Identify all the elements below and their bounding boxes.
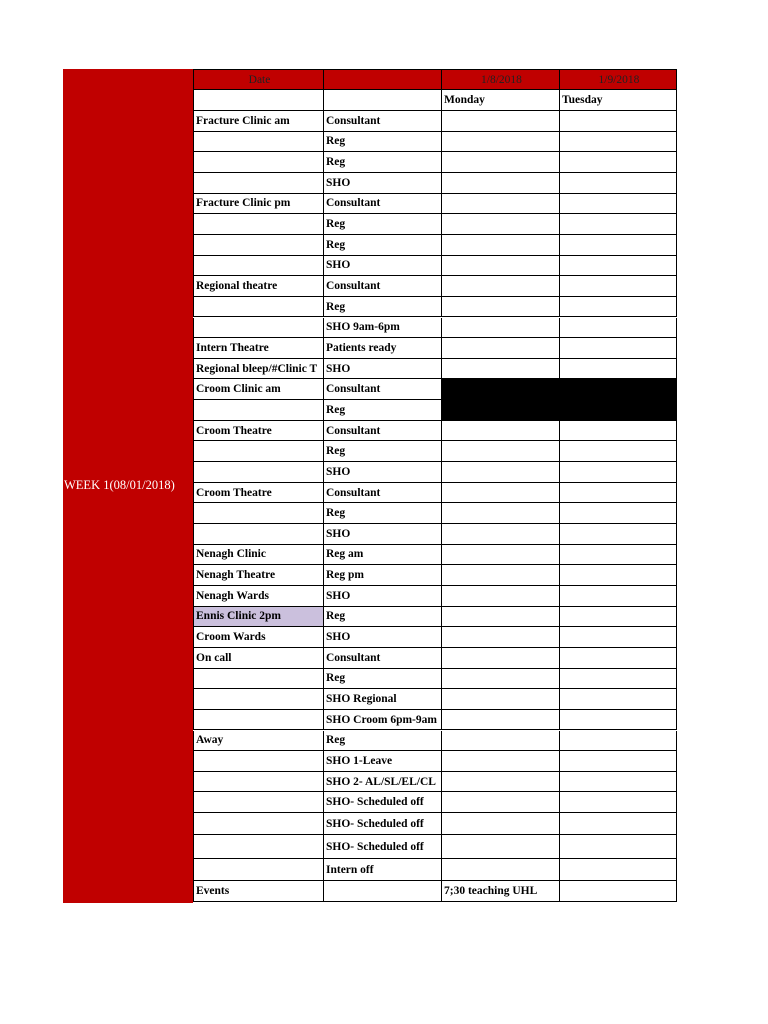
row-tuesday-cell[interactable] bbox=[560, 881, 677, 902]
row-monday-cell[interactable] bbox=[442, 152, 560, 173]
row-label-cell[interactable]: Events bbox=[193, 881, 324, 902]
row-label-cell[interactable] bbox=[193, 503, 324, 524]
row-label-cell[interactable] bbox=[193, 400, 324, 421]
row-label-cell[interactable]: Fracture Clinic am bbox=[193, 111, 324, 132]
row-label-cell[interactable] bbox=[193, 792, 324, 813]
row-role-cell[interactable]: Reg bbox=[324, 297, 442, 318]
row-monday-cell[interactable] bbox=[442, 792, 560, 813]
row-role-cell[interactable]: Reg bbox=[324, 669, 442, 690]
row-label-cell[interactable] bbox=[193, 132, 324, 153]
row-label-cell[interactable] bbox=[193, 689, 324, 710]
table-row bbox=[193, 835, 677, 859]
row-tuesday-cell[interactable] bbox=[560, 462, 677, 483]
row-label-cell[interactable] bbox=[193, 214, 324, 235]
row-monday-cell[interactable] bbox=[442, 132, 560, 153]
table-row bbox=[193, 132, 677, 153]
row-tuesday-cell[interactable] bbox=[560, 152, 677, 173]
row-monday-cell[interactable] bbox=[442, 731, 560, 752]
row-label-cell[interactable]: On call bbox=[193, 648, 324, 669]
row-tuesday-cell[interactable] bbox=[560, 545, 677, 566]
row-monday-cell[interactable] bbox=[442, 400, 560, 421]
row-tuesday-cell[interactable] bbox=[560, 565, 677, 586]
row-monday-cell[interactable] bbox=[442, 751, 560, 772]
row-label-cell[interactable]: Away bbox=[193, 731, 324, 752]
row-label-cell[interactable]: Intern Theatre bbox=[193, 338, 324, 359]
day-monday[interactable]: Monday bbox=[442, 90, 560, 111]
row-role-cell[interactable]: Reg bbox=[324, 132, 442, 153]
row-tuesday-cell[interactable] bbox=[560, 297, 677, 318]
row-monday-cell[interactable] bbox=[442, 441, 560, 462]
row-tuesday-cell[interactable] bbox=[560, 359, 677, 380]
table-row bbox=[193, 256, 677, 277]
table-row bbox=[193, 297, 677, 318]
row-label-cell[interactable] bbox=[193, 152, 324, 173]
row-tuesday-cell[interactable] bbox=[560, 256, 677, 277]
row-role-cell[interactable]: SHO- Scheduled off bbox=[324, 813, 442, 835]
row-monday-cell[interactable] bbox=[442, 214, 560, 235]
row-label-cell[interactable]: Regional theatre bbox=[193, 276, 324, 297]
row-role-cell[interactable]: Reg am bbox=[324, 545, 442, 566]
row-role-cell[interactable]: Consultant bbox=[324, 379, 442, 400]
row-role-cell[interactable]: Consultant bbox=[324, 276, 442, 297]
table-row bbox=[193, 859, 677, 881]
table-row bbox=[193, 152, 677, 173]
row-label-cell[interactable] bbox=[193, 256, 324, 277]
row-label-cell[interactable]: Ennis Clinic 2pm bbox=[193, 607, 324, 628]
row-monday-cell[interactable] bbox=[442, 859, 560, 881]
row-tuesday-cell[interactable] bbox=[560, 173, 677, 194]
row-monday-cell[interactable] bbox=[442, 235, 560, 256]
row-label-cell[interactable]: Nenagh Theatre bbox=[193, 565, 324, 586]
row-tuesday-cell[interactable] bbox=[560, 859, 677, 881]
row-monday-cell[interactable] bbox=[442, 627, 560, 648]
row-monday-cell[interactable] bbox=[442, 607, 560, 628]
table-row bbox=[193, 751, 677, 772]
row-role-cell[interactable]: Reg bbox=[324, 400, 442, 421]
row-tuesday-cell[interactable] bbox=[560, 379, 677, 400]
table-row bbox=[193, 379, 677, 400]
row-monday-cell[interactable] bbox=[442, 565, 560, 586]
row-role-cell[interactable]: Consultant bbox=[324, 111, 442, 132]
row-role-cell[interactable]: SHO 1-Leave bbox=[324, 751, 442, 772]
day-label-cell[interactable] bbox=[193, 90, 324, 111]
row-tuesday-cell[interactable] bbox=[560, 441, 677, 462]
row-monday-cell[interactable]: 7;30 teaching UHL bbox=[442, 881, 560, 902]
row-label-cell[interactable]: Fracture Clinic pm bbox=[193, 194, 324, 215]
row-role-cell[interactable]: Consultant bbox=[324, 421, 442, 442]
row-label-cell[interactable] bbox=[193, 813, 324, 835]
row-label-cell[interactable] bbox=[193, 835, 324, 859]
table-row bbox=[193, 565, 677, 586]
row-label-cell[interactable] bbox=[193, 318, 324, 339]
row-role-cell[interactable]: Consultant bbox=[324, 194, 442, 215]
row-monday-cell[interactable] bbox=[442, 173, 560, 194]
row-tuesday-cell[interactable] bbox=[560, 132, 677, 153]
row-label-cell[interactable] bbox=[193, 751, 324, 772]
table-row bbox=[193, 214, 677, 235]
day-role-cell[interactable] bbox=[324, 90, 442, 111]
table-row bbox=[193, 421, 677, 442]
row-monday-cell[interactable] bbox=[442, 813, 560, 835]
table-row bbox=[193, 483, 677, 504]
row-role-cell[interactable]: SHO Regional bbox=[324, 689, 442, 710]
row-label-cell[interactable] bbox=[193, 235, 324, 256]
row-monday-cell[interactable] bbox=[442, 648, 560, 669]
day-row bbox=[193, 90, 677, 111]
table-row bbox=[193, 731, 677, 752]
row-label-cell[interactable] bbox=[193, 859, 324, 881]
row-tuesday-cell[interactable] bbox=[560, 338, 677, 359]
table-row bbox=[193, 318, 677, 339]
row-monday-cell[interactable] bbox=[442, 276, 560, 297]
row-label-cell[interactable]: Croom Theatre bbox=[193, 421, 324, 442]
row-tuesday-cell[interactable] bbox=[560, 235, 677, 256]
header-date-col1[interactable]: 1/8/2018 bbox=[442, 69, 560, 90]
row-monday-cell[interactable] bbox=[442, 297, 560, 318]
row-tuesday-cell[interactable] bbox=[560, 751, 677, 772]
table-row bbox=[193, 627, 677, 648]
row-label-cell[interactable] bbox=[193, 524, 324, 545]
row-label-cell[interactable]: Nenagh Wards bbox=[193, 586, 324, 607]
row-monday-cell[interactable] bbox=[442, 421, 560, 442]
row-label-cell[interactable]: Croom Clinic am bbox=[193, 379, 324, 400]
row-role-cell[interactable]: Reg bbox=[324, 731, 442, 752]
table-row bbox=[193, 462, 677, 483]
row-tuesday-cell[interactable] bbox=[560, 627, 677, 648]
row-role-cell[interactable]: SHO bbox=[324, 586, 442, 607]
row-role-cell[interactable]: Patients ready bbox=[324, 338, 442, 359]
row-label-cell[interactable] bbox=[193, 669, 324, 690]
row-monday-cell[interactable] bbox=[442, 835, 560, 859]
table-row bbox=[193, 400, 677, 421]
row-tuesday-cell[interactable] bbox=[560, 835, 677, 859]
table-row bbox=[193, 545, 677, 566]
table-row bbox=[193, 359, 677, 380]
rota-sheet bbox=[63, 69, 677, 903]
row-role-cell[interactable]: SHO- Scheduled off bbox=[324, 835, 442, 859]
row-label-cell[interactable]: Croom Wards bbox=[193, 627, 324, 648]
row-tuesday-cell[interactable] bbox=[560, 586, 677, 607]
row-tuesday-cell[interactable] bbox=[560, 607, 677, 628]
row-tuesday-cell[interactable] bbox=[560, 111, 677, 132]
row-monday-cell[interactable] bbox=[442, 338, 560, 359]
row-label-cell[interactable] bbox=[193, 173, 324, 194]
row-monday-cell[interactable] bbox=[442, 379, 560, 400]
row-label-cell[interactable]: Nenagh Clinic bbox=[193, 545, 324, 566]
header-role[interactable] bbox=[324, 69, 442, 90]
row-monday-cell[interactable] bbox=[442, 462, 560, 483]
row-role-cell[interactable]: SHO bbox=[324, 462, 442, 483]
table-row bbox=[193, 173, 677, 194]
table-row bbox=[193, 338, 677, 359]
row-role-cell[interactable]: Consultant bbox=[324, 648, 442, 669]
row-role-cell[interactable] bbox=[324, 881, 442, 902]
table-row bbox=[193, 503, 677, 524]
table-row bbox=[193, 441, 677, 462]
row-tuesday-cell[interactable] bbox=[560, 710, 677, 731]
row-role-cell[interactable]: Intern off bbox=[324, 859, 442, 881]
row-tuesday-cell[interactable] bbox=[560, 421, 677, 442]
row-label-cell[interactable] bbox=[193, 772, 324, 793]
row-tuesday-cell[interactable] bbox=[560, 524, 677, 545]
row-tuesday-cell[interactable] bbox=[560, 648, 677, 669]
row-monday-cell[interactable] bbox=[442, 524, 560, 545]
row-tuesday-cell[interactable] bbox=[560, 318, 677, 339]
header-date[interactable]: Date bbox=[193, 69, 324, 90]
table-row bbox=[193, 648, 677, 669]
row-role-cell[interactable]: SHO bbox=[324, 359, 442, 380]
row-label-cell[interactable] bbox=[193, 297, 324, 318]
table-row bbox=[193, 194, 677, 215]
header-date-col2[interactable]: 1/9/2018 bbox=[560, 69, 677, 90]
table-row bbox=[193, 710, 677, 731]
row-label-cell[interactable] bbox=[193, 441, 324, 462]
row-role-cell[interactable]: Reg bbox=[324, 152, 442, 173]
table-row bbox=[193, 235, 677, 256]
day-tuesday[interactable]: Tuesday bbox=[560, 90, 677, 111]
row-role-cell[interactable]: Reg pm bbox=[324, 565, 442, 586]
row-tuesday-cell[interactable] bbox=[560, 483, 677, 504]
row-monday-cell[interactable] bbox=[442, 359, 560, 380]
row-tuesday-cell[interactable] bbox=[560, 214, 677, 235]
row-monday-cell[interactable] bbox=[442, 586, 560, 607]
row-role-cell[interactable]: Reg bbox=[324, 441, 442, 462]
week-column bbox=[63, 69, 193, 903]
rota-grid bbox=[193, 69, 677, 903]
row-label-cell[interactable]: Croom Theatre bbox=[193, 483, 324, 504]
week-label: WEEK 1(08/01/2018) bbox=[64, 478, 175, 492]
row-tuesday-cell[interactable] bbox=[560, 792, 677, 813]
row-tuesday-cell[interactable] bbox=[560, 689, 677, 710]
table-row bbox=[193, 586, 677, 607]
row-role-cell[interactable]: Reg bbox=[324, 503, 442, 524]
row-monday-cell[interactable] bbox=[442, 256, 560, 277]
header-row bbox=[193, 69, 677, 90]
table-row bbox=[193, 689, 677, 710]
row-label-cell[interactable] bbox=[193, 710, 324, 731]
row-monday-cell[interactable] bbox=[442, 710, 560, 731]
row-tuesday-cell[interactable] bbox=[560, 669, 677, 690]
row-monday-cell[interactable] bbox=[442, 669, 560, 690]
table-row bbox=[193, 792, 677, 813]
table-row bbox=[193, 111, 677, 132]
row-role-cell[interactable]: Reg bbox=[324, 235, 442, 256]
table-row bbox=[193, 813, 677, 835]
row-role-cell[interactable]: Reg bbox=[324, 607, 442, 628]
row-tuesday-cell[interactable] bbox=[560, 731, 677, 752]
row-label-cell[interactable] bbox=[193, 462, 324, 483]
row-role-cell[interactable]: SHO bbox=[324, 524, 442, 545]
row-label-cell[interactable]: Regional bleep/#Clinic T bbox=[193, 359, 324, 380]
row-role-cell[interactable]: SHO 9am-6pm bbox=[324, 318, 442, 339]
row-tuesday-cell[interactable] bbox=[560, 400, 677, 421]
row-role-cell[interactable]: SHO- Scheduled off bbox=[324, 792, 442, 813]
row-monday-cell[interactable] bbox=[442, 483, 560, 504]
row-role-cell[interactable]: Consultant bbox=[324, 483, 442, 504]
row-monday-cell[interactable] bbox=[442, 772, 560, 793]
row-tuesday-cell[interactable] bbox=[560, 813, 677, 835]
table-row bbox=[193, 881, 677, 902]
row-tuesday-cell[interactable] bbox=[560, 503, 677, 524]
table-row bbox=[193, 669, 677, 690]
row-role-cell[interactable]: SHO bbox=[324, 256, 442, 277]
row-monday-cell[interactable] bbox=[442, 545, 560, 566]
row-tuesday-cell[interactable] bbox=[560, 772, 677, 793]
row-monday-cell[interactable] bbox=[442, 503, 560, 524]
row-monday-cell[interactable] bbox=[442, 194, 560, 215]
row-tuesday-cell[interactable] bbox=[560, 276, 677, 297]
row-role-cell[interactable]: Reg bbox=[324, 214, 442, 235]
table-row bbox=[193, 607, 677, 628]
row-role-cell[interactable]: SHO bbox=[324, 627, 442, 648]
row-role-cell[interactable]: SHO bbox=[324, 173, 442, 194]
table-row bbox=[193, 276, 677, 297]
table-row bbox=[193, 524, 677, 545]
row-role-cell[interactable]: SHO Croom 6pm-9am bbox=[324, 710, 442, 731]
table-row bbox=[193, 772, 677, 793]
row-monday-cell[interactable] bbox=[442, 318, 560, 339]
row-tuesday-cell[interactable] bbox=[560, 194, 677, 215]
row-monday-cell[interactable] bbox=[442, 689, 560, 710]
row-monday-cell[interactable] bbox=[442, 111, 560, 132]
row-role-cell[interactable]: SHO 2- AL/SL/EL/CL bbox=[324, 772, 442, 793]
